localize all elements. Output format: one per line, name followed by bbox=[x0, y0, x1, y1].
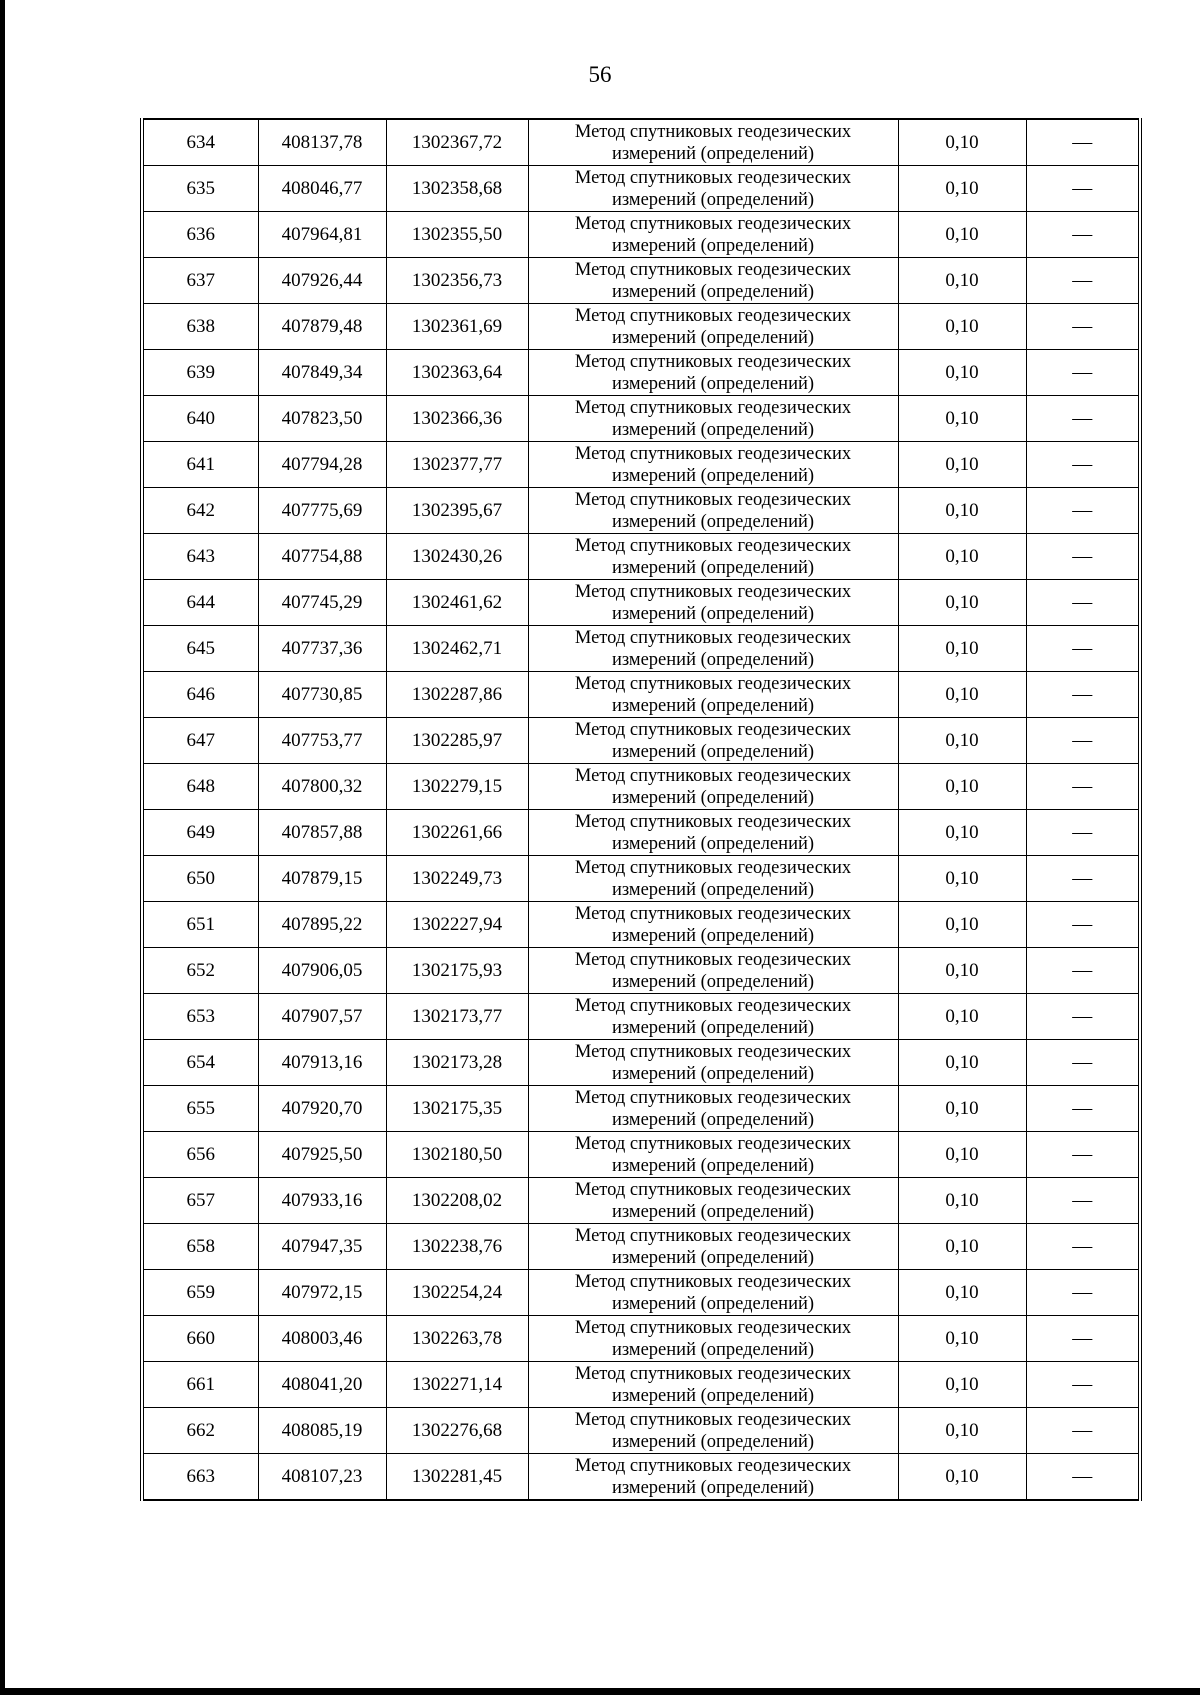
x-coordinate-cell: 408137,78 bbox=[258, 119, 386, 166]
accuracy-cell: 0,10 bbox=[898, 1040, 1026, 1086]
method-line-2: измерений (определений) bbox=[611, 143, 815, 164]
table-row bbox=[142, 1086, 1140, 1132]
method-line-1: Метод спутниковых геодезических bbox=[574, 1271, 852, 1292]
point-number-cell: 644 bbox=[142, 580, 258, 626]
table-row bbox=[142, 1132, 1140, 1178]
x-coordinate-cell: 407947,35 bbox=[258, 1224, 386, 1270]
accuracy-cell: 0,10 bbox=[898, 948, 1026, 994]
method-line-2: измерений (определений) bbox=[611, 189, 815, 210]
y-coordinate-cell: 1302285,97 bbox=[386, 718, 528, 764]
method-line-1: Метод спутниковых геодезических bbox=[574, 489, 852, 510]
point-number-cell: 645 bbox=[142, 626, 258, 672]
table-row bbox=[142, 212, 1140, 258]
point-number-cell: 647 bbox=[142, 718, 258, 764]
x-coordinate-cell: 408085,19 bbox=[258, 1408, 386, 1454]
note-cell: — bbox=[1026, 580, 1140, 626]
scan-bottom-edge bbox=[0, 1688, 1200, 1695]
y-coordinate-cell: 1302254,24 bbox=[386, 1270, 528, 1316]
table-row bbox=[142, 1408, 1140, 1454]
point-number-cell: 657 bbox=[142, 1178, 258, 1224]
table-row bbox=[142, 350, 1140, 396]
method-cell bbox=[528, 764, 898, 810]
method-line-1: Метод спутниковых геодезических bbox=[574, 167, 852, 188]
x-coordinate-cell: 407925,50 bbox=[258, 1132, 386, 1178]
table-row bbox=[142, 626, 1140, 672]
y-coordinate-cell: 1302238,76 bbox=[386, 1224, 528, 1270]
coordinates-table bbox=[140, 118, 1142, 1501]
method-cell bbox=[528, 1178, 898, 1224]
x-coordinate-cell: 407972,15 bbox=[258, 1270, 386, 1316]
method-line-1: Метод спутниковых геодезических bbox=[574, 121, 852, 142]
point-number-cell: 660 bbox=[142, 1316, 258, 1362]
note-cell: — bbox=[1026, 1178, 1140, 1224]
point-number-cell: 663 bbox=[142, 1454, 258, 1501]
method-cell bbox=[528, 1040, 898, 1086]
point-number-cell: 646 bbox=[142, 672, 258, 718]
x-coordinate-cell: 407857,88 bbox=[258, 810, 386, 856]
y-coordinate-cell: 1302281,45 bbox=[386, 1454, 528, 1501]
method-cell bbox=[528, 534, 898, 580]
accuracy-cell: 0,10 bbox=[898, 396, 1026, 442]
note-cell: — bbox=[1026, 810, 1140, 856]
point-number-cell: 634 bbox=[142, 119, 258, 166]
accuracy-cell: 0,10 bbox=[898, 994, 1026, 1040]
note-cell: — bbox=[1026, 304, 1140, 350]
accuracy-cell: 0,10 bbox=[898, 580, 1026, 626]
method-line-2: измерений (определений) bbox=[611, 1431, 815, 1452]
point-number-cell: 651 bbox=[142, 902, 258, 948]
y-coordinate-cell: 1302276,68 bbox=[386, 1408, 528, 1454]
method-cell bbox=[528, 1408, 898, 1454]
method-line-1: Метод спутниковых геодезических bbox=[574, 765, 852, 786]
point-number-cell: 642 bbox=[142, 488, 258, 534]
table-row bbox=[142, 119, 1140, 166]
y-coordinate-cell: 1302180,50 bbox=[386, 1132, 528, 1178]
method-line-1: Метод спутниковых геодезических bbox=[574, 535, 852, 556]
note-cell: — bbox=[1026, 948, 1140, 994]
method-line-2: измерений (определений) bbox=[611, 235, 815, 256]
note-cell: — bbox=[1026, 1224, 1140, 1270]
method-cell bbox=[528, 396, 898, 442]
x-coordinate-cell: 407906,05 bbox=[258, 948, 386, 994]
accuracy-cell: 0,10 bbox=[898, 166, 1026, 212]
x-coordinate-cell: 407907,57 bbox=[258, 994, 386, 1040]
accuracy-cell: 0,10 bbox=[898, 1316, 1026, 1362]
x-coordinate-cell: 407794,28 bbox=[258, 442, 386, 488]
table-row bbox=[142, 304, 1140, 350]
method-line-2: измерений (определений) bbox=[611, 971, 815, 992]
y-coordinate-cell: 1302249,73 bbox=[386, 856, 528, 902]
table-row bbox=[142, 718, 1140, 764]
method-line-2: измерений (определений) bbox=[611, 925, 815, 946]
y-coordinate-cell: 1302208,02 bbox=[386, 1178, 528, 1224]
x-coordinate-cell: 407775,69 bbox=[258, 488, 386, 534]
accuracy-cell: 0,10 bbox=[898, 1408, 1026, 1454]
method-line-2: измерений (определений) bbox=[611, 1109, 815, 1130]
note-cell: — bbox=[1026, 1040, 1140, 1086]
note-cell: — bbox=[1026, 626, 1140, 672]
point-number-cell: 652 bbox=[142, 948, 258, 994]
note-cell: — bbox=[1026, 212, 1140, 258]
x-coordinate-cell: 407737,36 bbox=[258, 626, 386, 672]
note-cell: — bbox=[1026, 856, 1140, 902]
method-line-2: измерений (определений) bbox=[611, 1017, 815, 1038]
y-coordinate-cell: 1302363,64 bbox=[386, 350, 528, 396]
method-line-1: Метод спутниковых геодезических bbox=[574, 581, 852, 602]
note-cell: — bbox=[1026, 764, 1140, 810]
method-line-2: измерений (определений) bbox=[611, 511, 815, 532]
note-cell: — bbox=[1026, 718, 1140, 764]
method-line-2: измерений (определений) bbox=[611, 1477, 815, 1498]
accuracy-cell: 0,10 bbox=[898, 1224, 1026, 1270]
method-line-2: измерений (определений) bbox=[611, 465, 815, 486]
x-coordinate-cell: 408041,20 bbox=[258, 1362, 386, 1408]
method-line-1: Метод спутниковых геодезических bbox=[574, 305, 852, 326]
note-cell: — bbox=[1026, 396, 1140, 442]
y-coordinate-cell: 1302430,26 bbox=[386, 534, 528, 580]
accuracy-cell: 0,10 bbox=[898, 1086, 1026, 1132]
note-cell: — bbox=[1026, 1270, 1140, 1316]
method-line-1: Метод спутниковых геодезических bbox=[574, 1179, 852, 1200]
method-line-2: измерений (определений) bbox=[611, 1339, 815, 1360]
method-line-1: Метод спутниковых геодезических bbox=[574, 351, 852, 372]
method-cell bbox=[528, 1362, 898, 1408]
table-row bbox=[142, 442, 1140, 488]
accuracy-cell: 0,10 bbox=[898, 258, 1026, 304]
y-coordinate-cell: 1302173,28 bbox=[386, 1040, 528, 1086]
table-row bbox=[142, 1454, 1140, 1501]
accuracy-cell: 0,10 bbox=[898, 718, 1026, 764]
x-coordinate-cell: 407753,77 bbox=[258, 718, 386, 764]
method-line-1: Метод спутниковых геодезических bbox=[574, 949, 852, 970]
point-number-cell: 640 bbox=[142, 396, 258, 442]
point-number-cell: 641 bbox=[142, 442, 258, 488]
x-coordinate-cell: 407754,88 bbox=[258, 534, 386, 580]
x-coordinate-cell: 407730,85 bbox=[258, 672, 386, 718]
note-cell: — bbox=[1026, 534, 1140, 580]
table-row bbox=[142, 672, 1140, 718]
method-line-1: Метод спутниковых геодезических bbox=[574, 903, 852, 924]
y-coordinate-cell: 1302263,78 bbox=[386, 1316, 528, 1362]
method-line-2: измерений (определений) bbox=[611, 879, 815, 900]
method-line-1: Метод спутниковых геодезических bbox=[574, 443, 852, 464]
y-coordinate-cell: 1302361,69 bbox=[386, 304, 528, 350]
method-line-1: Метод спутниковых геодезических bbox=[574, 1225, 852, 1246]
method-line-1: Метод спутниковых геодезических bbox=[574, 213, 852, 234]
method-line-2: измерений (определений) bbox=[611, 327, 815, 348]
method-line-2: измерений (определений) bbox=[611, 787, 815, 808]
y-coordinate-cell: 1302395,67 bbox=[386, 488, 528, 534]
y-coordinate-cell: 1302175,35 bbox=[386, 1086, 528, 1132]
method-cell bbox=[528, 1132, 898, 1178]
point-number-cell: 636 bbox=[142, 212, 258, 258]
method-line-1: Метод спутниковых геодезических bbox=[574, 397, 852, 418]
y-coordinate-cell: 1302175,93 bbox=[386, 948, 528, 994]
note-cell: — bbox=[1026, 350, 1140, 396]
y-coordinate-cell: 1302356,73 bbox=[386, 258, 528, 304]
table-row bbox=[142, 580, 1140, 626]
x-coordinate-cell: 407913,16 bbox=[258, 1040, 386, 1086]
page-number: 56 bbox=[588, 62, 612, 87]
x-coordinate-cell: 408046,77 bbox=[258, 166, 386, 212]
method-line-2: измерений (определений) bbox=[611, 603, 815, 624]
point-number-cell: 655 bbox=[142, 1086, 258, 1132]
y-coordinate-cell: 1302279,15 bbox=[386, 764, 528, 810]
method-line-2: измерений (определений) bbox=[611, 1063, 815, 1084]
accuracy-cell: 0,10 bbox=[898, 304, 1026, 350]
note-cell: — bbox=[1026, 1086, 1140, 1132]
point-number-cell: 649 bbox=[142, 810, 258, 856]
table-row bbox=[142, 1316, 1140, 1362]
method-line-2: измерений (определений) bbox=[611, 557, 815, 578]
point-number-cell: 648 bbox=[142, 764, 258, 810]
accuracy-cell: 0,10 bbox=[898, 350, 1026, 396]
x-coordinate-cell: 408003,46 bbox=[258, 1316, 386, 1362]
method-line-2: измерений (определений) bbox=[611, 281, 815, 302]
accuracy-cell: 0,10 bbox=[898, 856, 1026, 902]
accuracy-cell: 0,10 bbox=[898, 764, 1026, 810]
note-cell: — bbox=[1026, 442, 1140, 488]
table-row bbox=[142, 166, 1140, 212]
x-coordinate-cell: 407895,22 bbox=[258, 902, 386, 948]
x-coordinate-cell: 407879,48 bbox=[258, 304, 386, 350]
method-line-2: измерений (определений) bbox=[611, 649, 815, 670]
method-line-1: Метод спутниковых геодезических bbox=[574, 857, 852, 878]
method-line-2: измерений (определений) bbox=[611, 1247, 815, 1268]
accuracy-cell: 0,10 bbox=[898, 1178, 1026, 1224]
y-coordinate-cell: 1302367,72 bbox=[386, 119, 528, 166]
point-number-cell: 639 bbox=[142, 350, 258, 396]
y-coordinate-cell: 1302462,71 bbox=[386, 626, 528, 672]
table-row bbox=[142, 258, 1140, 304]
x-coordinate-cell: 407933,16 bbox=[258, 1178, 386, 1224]
method-line-2: измерений (определений) bbox=[611, 1385, 815, 1406]
method-cell bbox=[528, 1086, 898, 1132]
method-cell bbox=[528, 672, 898, 718]
method-cell bbox=[528, 1224, 898, 1270]
method-line-1: Метод спутниковых геодезических bbox=[574, 1363, 852, 1384]
point-number-cell: 662 bbox=[142, 1408, 258, 1454]
accuracy-cell: 0,10 bbox=[898, 488, 1026, 534]
x-coordinate-cell: 407920,70 bbox=[258, 1086, 386, 1132]
accuracy-cell: 0,10 bbox=[898, 1454, 1026, 1501]
accuracy-cell: 0,10 bbox=[898, 902, 1026, 948]
method-cell bbox=[528, 902, 898, 948]
point-number-cell: 643 bbox=[142, 534, 258, 580]
accuracy-cell: 0,10 bbox=[898, 1270, 1026, 1316]
note-cell: — bbox=[1026, 994, 1140, 1040]
method-cell bbox=[528, 166, 898, 212]
method-line-2: измерений (определений) bbox=[611, 419, 815, 440]
y-coordinate-cell: 1302461,62 bbox=[386, 580, 528, 626]
method-cell bbox=[528, 994, 898, 1040]
method-line-1: Метод спутниковых геодезических bbox=[574, 1455, 852, 1476]
method-line-1: Метод спутниковых геодезических bbox=[574, 719, 852, 740]
method-line-1: Метод спутниковых геодезических bbox=[574, 259, 852, 280]
method-cell bbox=[528, 119, 898, 166]
method-cell bbox=[528, 1316, 898, 1362]
method-cell bbox=[528, 258, 898, 304]
note-cell: — bbox=[1026, 488, 1140, 534]
note-cell: — bbox=[1026, 672, 1140, 718]
method-cell bbox=[528, 626, 898, 672]
method-line-2: измерений (определений) bbox=[611, 1155, 815, 1176]
table-row bbox=[142, 810, 1140, 856]
accuracy-cell: 0,10 bbox=[898, 119, 1026, 166]
method-line-1: Метод спутниковых геодезических bbox=[574, 1317, 852, 1338]
accuracy-cell: 0,10 bbox=[898, 212, 1026, 258]
table-row bbox=[142, 856, 1140, 902]
method-cell bbox=[528, 350, 898, 396]
x-coordinate-cell: 407926,44 bbox=[258, 258, 386, 304]
method-line-1: Метод спутниковых геодезических bbox=[574, 811, 852, 832]
y-coordinate-cell: 1302271,14 bbox=[386, 1362, 528, 1408]
method-line-2: измерений (определений) bbox=[611, 695, 815, 716]
y-coordinate-cell: 1302366,36 bbox=[386, 396, 528, 442]
point-number-cell: 658 bbox=[142, 1224, 258, 1270]
method-line-1: Метод спутниковых геодезических bbox=[574, 627, 852, 648]
method-line-1: Метод спутниковых геодезических bbox=[574, 995, 852, 1016]
y-coordinate-cell: 1302287,86 bbox=[386, 672, 528, 718]
note-cell: — bbox=[1026, 902, 1140, 948]
accuracy-cell: 0,10 bbox=[898, 534, 1026, 580]
scan-left-edge bbox=[0, 0, 5, 1695]
x-coordinate-cell: 407823,50 bbox=[258, 396, 386, 442]
point-number-cell: 654 bbox=[142, 1040, 258, 1086]
note-cell: — bbox=[1026, 1316, 1140, 1362]
method-cell bbox=[528, 810, 898, 856]
accuracy-cell: 0,10 bbox=[898, 672, 1026, 718]
method-cell bbox=[528, 488, 898, 534]
method-line-2: измерений (определений) bbox=[611, 373, 815, 394]
method-cell bbox=[528, 304, 898, 350]
table-row bbox=[142, 948, 1140, 994]
x-coordinate-cell: 407800,32 bbox=[258, 764, 386, 810]
note-cell: — bbox=[1026, 1454, 1140, 1501]
point-number-cell: 659 bbox=[142, 1270, 258, 1316]
accuracy-cell: 0,10 bbox=[898, 1132, 1026, 1178]
method-cell bbox=[528, 948, 898, 994]
y-coordinate-cell: 1302377,77 bbox=[386, 442, 528, 488]
table-row bbox=[142, 1270, 1140, 1316]
x-coordinate-cell: 407745,29 bbox=[258, 580, 386, 626]
method-line-1: Метод спутниковых геодезических bbox=[574, 1087, 852, 1108]
note-cell: — bbox=[1026, 1132, 1140, 1178]
coordinates-table-body bbox=[142, 119, 1140, 1500]
table-row bbox=[142, 764, 1140, 810]
method-cell bbox=[528, 1454, 898, 1501]
point-number-cell: 661 bbox=[142, 1362, 258, 1408]
table-row bbox=[142, 1224, 1140, 1270]
method-line-2: измерений (определений) bbox=[611, 833, 815, 854]
point-number-cell: 638 bbox=[142, 304, 258, 350]
table-row bbox=[142, 1040, 1140, 1086]
method-line-1: Метод спутниковых геодезических bbox=[574, 1133, 852, 1154]
point-number-cell: 637 bbox=[142, 258, 258, 304]
note-cell: — bbox=[1026, 119, 1140, 166]
accuracy-cell: 0,10 bbox=[898, 626, 1026, 672]
method-cell bbox=[528, 1270, 898, 1316]
note-cell: — bbox=[1026, 1408, 1140, 1454]
y-coordinate-cell: 1302355,50 bbox=[386, 212, 528, 258]
method-cell bbox=[528, 442, 898, 488]
point-number-cell: 653 bbox=[142, 994, 258, 1040]
accuracy-cell: 0,10 bbox=[898, 442, 1026, 488]
x-coordinate-cell: 407879,15 bbox=[258, 856, 386, 902]
table-row bbox=[142, 534, 1140, 580]
point-number-cell: 650 bbox=[142, 856, 258, 902]
method-cell bbox=[528, 212, 898, 258]
y-coordinate-cell: 1302173,77 bbox=[386, 994, 528, 1040]
method-cell bbox=[528, 856, 898, 902]
table-row bbox=[142, 488, 1140, 534]
accuracy-cell: 0,10 bbox=[898, 1362, 1026, 1408]
table-row bbox=[142, 396, 1140, 442]
note-cell: — bbox=[1026, 166, 1140, 212]
note-cell: — bbox=[1026, 1362, 1140, 1408]
table-row bbox=[142, 994, 1140, 1040]
y-coordinate-cell: 1302227,94 bbox=[386, 902, 528, 948]
method-line-1: Метод спутниковых геодезических bbox=[574, 1041, 852, 1062]
point-number-cell: 656 bbox=[142, 1132, 258, 1178]
method-line-2: измерений (определений) bbox=[611, 741, 815, 762]
method-line-1: Метод спутниковых геодезических bbox=[574, 673, 852, 694]
x-coordinate-cell: 408107,23 bbox=[258, 1454, 386, 1501]
table-row bbox=[142, 902, 1140, 948]
method-cell bbox=[528, 718, 898, 764]
note-cell: — bbox=[1026, 258, 1140, 304]
method-line-1: Метод спутниковых геодезических bbox=[574, 1409, 852, 1430]
method-line-2: измерений (определений) bbox=[611, 1293, 815, 1314]
table-row bbox=[142, 1178, 1140, 1224]
method-line-2: измерений (определений) bbox=[611, 1201, 815, 1222]
y-coordinate-cell: 1302358,68 bbox=[386, 166, 528, 212]
accuracy-cell: 0,10 bbox=[898, 810, 1026, 856]
x-coordinate-cell: 407964,81 bbox=[258, 212, 386, 258]
x-coordinate-cell: 407849,34 bbox=[258, 350, 386, 396]
table-row bbox=[142, 1362, 1140, 1408]
method-cell bbox=[528, 580, 898, 626]
y-coordinate-cell: 1302261,66 bbox=[386, 810, 528, 856]
point-number-cell: 635 bbox=[142, 166, 258, 212]
